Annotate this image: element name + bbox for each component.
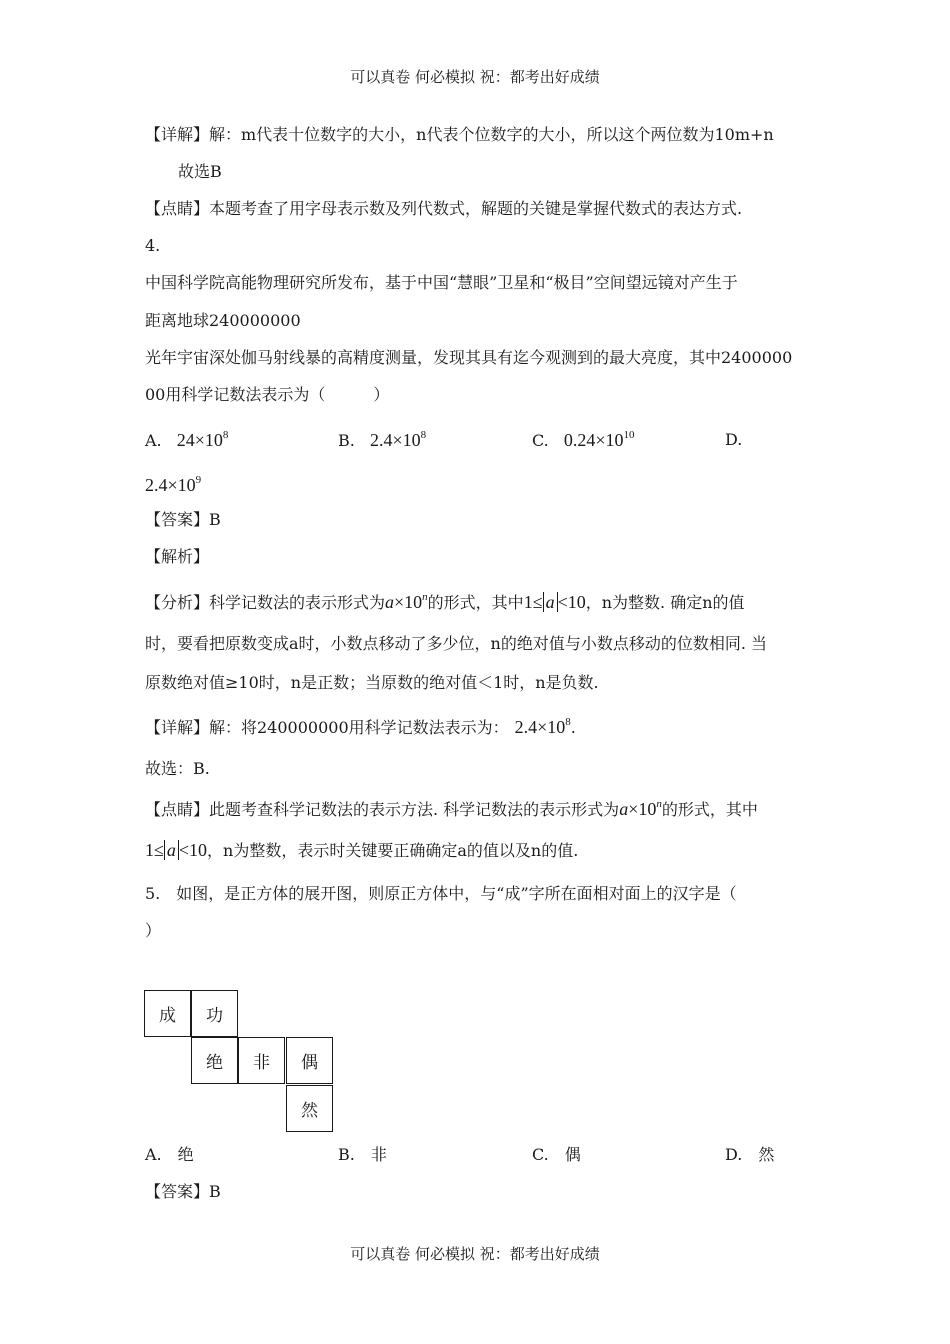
analysis-text: 的形式，其中 bbox=[427, 593, 524, 612]
q5-option-d: D. 然 bbox=[725, 1145, 775, 1164]
range-left: 1≤ bbox=[145, 840, 164, 860]
net-face-6: 然 bbox=[286, 1085, 333, 1132]
q4-analysis-title: 【解析】 bbox=[145, 547, 210, 566]
net-face-3: 绝 bbox=[191, 1037, 238, 1084]
q4-analysis-line2: 时，要看把原数变成a时，小数点移动了多少位，n的绝对值与小数点移动的位数相同. 当 bbox=[145, 634, 768, 653]
option-value: 24×10 bbox=[176, 430, 223, 450]
option-exponent: 8 bbox=[420, 429, 427, 441]
range-abs-a: a bbox=[543, 592, 558, 612]
option-label: C. bbox=[532, 431, 549, 450]
q4-option-b bbox=[338, 430, 426, 449]
q3-choice: 故选B bbox=[178, 162, 222, 181]
q4-comment-line2 bbox=[145, 841, 578, 859]
q5-option-c: C. 偶 bbox=[532, 1145, 581, 1164]
option-exponent: 10 bbox=[623, 429, 635, 441]
page-header: 可以真卷 何必模拟 祝：都考出好成绩 bbox=[350, 68, 600, 86]
q4-option-c bbox=[532, 430, 635, 449]
range-right: <10 bbox=[557, 592, 586, 612]
option-exponent: 8 bbox=[222, 429, 229, 441]
q4-stem-line2: 距离地球240000000 bbox=[145, 311, 301, 330]
range-right: <10 bbox=[178, 840, 208, 860]
q3-comment: 【点睛】本题考查了用字母表示数及列代数式，解题的关键是掌握代数式的表达方式. bbox=[145, 199, 743, 218]
q5-stem-line1: 5. 如图，是正方体的展开图，则原正方体中，与“成”字所在面相对面上的汉字是（ bbox=[145, 884, 737, 903]
q5-option-a: A. 绝 bbox=[145, 1145, 194, 1164]
q4-stem-line4: 00用科学记数法表示为（ ） bbox=[145, 385, 390, 404]
comment-text: 的形式，其中 bbox=[661, 800, 758, 819]
formula-a: a bbox=[619, 799, 629, 819]
q5-option-b: B. 非 bbox=[338, 1145, 387, 1164]
analysis-text: 【分析】科学记数法的表示形式为 bbox=[145, 593, 386, 612]
formula-n: n bbox=[656, 798, 662, 810]
comment-text: 【点睛】此题考查科学记数法的表示方法. 科学记数法的表示形式为 bbox=[145, 800, 620, 819]
option-label: B. bbox=[338, 431, 355, 450]
q4-choice: 故选：B. bbox=[145, 759, 210, 778]
q4-comment-line1 bbox=[145, 799, 758, 818]
q4-option-d-label: D. bbox=[725, 430, 743, 449]
q4-detail bbox=[145, 717, 576, 736]
detail-end: . bbox=[570, 718, 576, 737]
net-face-5: 偶 bbox=[286, 1037, 333, 1084]
q4-option-d-value bbox=[145, 475, 201, 494]
q4-answer: 【答案】B bbox=[145, 510, 221, 529]
option-value: 0.24×10 bbox=[563, 430, 624, 450]
page-footer: 可以真卷 何必模拟 祝：都考出好成绩 bbox=[350, 1245, 600, 1263]
net-face-2: 功 bbox=[191, 990, 238, 1037]
analysis-text: ，n为整数. 确定n的值 bbox=[585, 593, 745, 612]
formula-times: ×10 bbox=[394, 592, 423, 612]
q4-analysis-line1 bbox=[145, 592, 745, 611]
q5-stem-line2: ） bbox=[145, 921, 162, 940]
q4-stem-line1: 中国科学院高能物理研究所发布，基于中国“慧眼”卫星和“极目”空间望远镜对产生于 bbox=[145, 273, 738, 292]
q4-analysis-line3: 原数绝对值≥10时，n是正数；当原数的绝对值＜1时，n是负数. bbox=[145, 673, 599, 692]
q4-number: 4. bbox=[145, 236, 161, 255]
comment-text: ，n为整数，表示时关键要正确确定a的值以及n的值. bbox=[207, 841, 579, 860]
q4-option-a bbox=[145, 430, 228, 449]
range-abs-a: a bbox=[164, 840, 179, 860]
formula-times: ×10 bbox=[628, 799, 657, 819]
formula-n: n bbox=[422, 591, 428, 603]
net-face-1: 成 bbox=[144, 990, 191, 1037]
option-value: 2.4×10 bbox=[145, 475, 196, 495]
option-label: A. bbox=[145, 431, 162, 450]
range-left: 1≤ bbox=[523, 592, 543, 612]
q4-stem-line3: 光年宇宙深处伽马射线暴的高精度测量，发现其具有迄今观测到的最大亮度，其中2400000 bbox=[145, 348, 793, 367]
net-face-4: 非 bbox=[238, 1037, 285, 1084]
detail-exponent: 8 bbox=[565, 716, 571, 728]
q5-answer: 【答案】B bbox=[145, 1182, 221, 1201]
formula-a: a bbox=[385, 592, 395, 612]
detail-text: 【详解】解：将240000000用科学记数法表示为： bbox=[145, 718, 509, 737]
option-exponent: 9 bbox=[195, 474, 202, 486]
detail-value: 2.4×10 bbox=[514, 717, 566, 737]
option-value: 2.4×10 bbox=[369, 430, 421, 450]
q3-detail: 【详解】解：m代表十位数字的大小，n代表个位数字的大小，所以这个两位数为10m+n bbox=[145, 125, 774, 144]
